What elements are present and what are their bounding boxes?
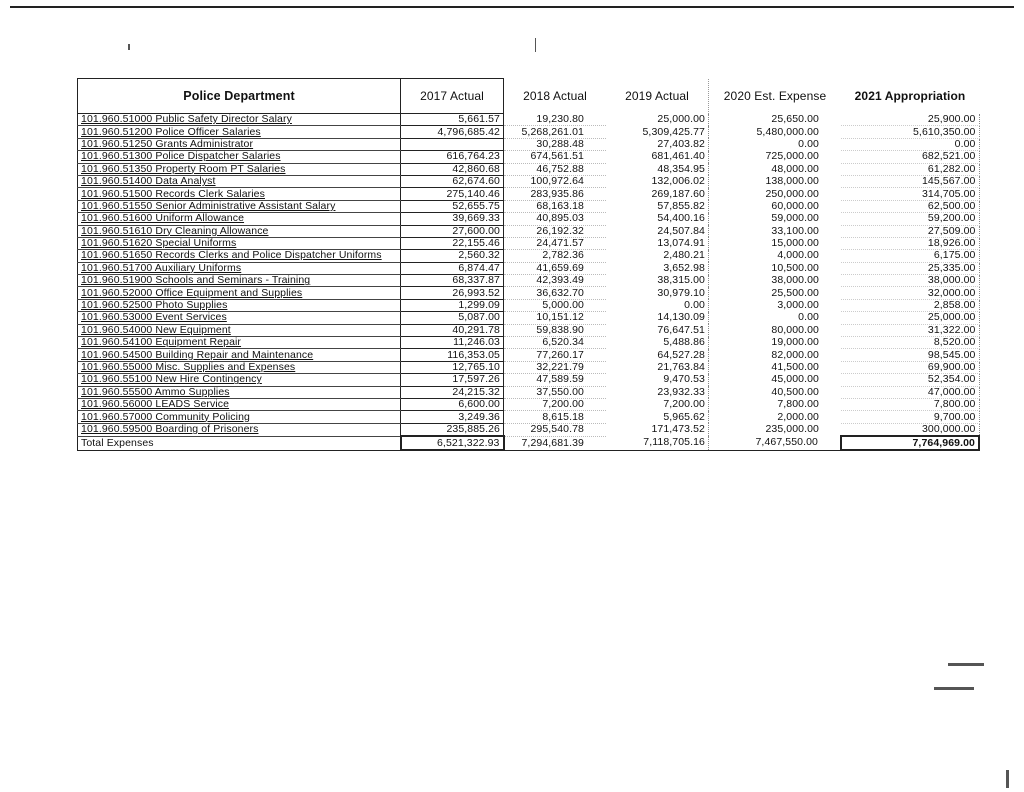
appropriation-2021-cell: 6,175.00 <box>841 250 979 262</box>
actual-2019-cell: 681,461.40 <box>606 151 709 163</box>
police-budget-table <box>77 78 980 451</box>
table-body <box>78 114 980 451</box>
header-2017-actual: 2017 Actual <box>401 79 504 114</box>
line-item-label: 101.960.51900 Schools and Seminars - Training <box>78 275 401 287</box>
est-2020-cell: 235,000.00 <box>765 423 819 436</box>
actual-2018-cell: 8,615.18 <box>504 411 607 423</box>
line-item-label: 101.960.57000 Community Policing <box>78 411 401 423</box>
actual-2018-cell: 674,561.51 <box>504 151 607 163</box>
appropriation-2021-cell: 25,900.00 <box>841 114 979 126</box>
est-2020-cell: 3,000.00 <box>777 299 819 312</box>
table-header-row <box>78 79 980 114</box>
table-row <box>78 398 980 410</box>
est-2020-cell: 19,000.00 <box>771 336 819 349</box>
actual-2019-cell: 0.00 <box>606 299 709 311</box>
actual-2019-cell: 132,006.02 <box>606 175 709 187</box>
actual-2017-cell: 6,874.47 <box>401 262 504 274</box>
est-2020-cell: 0.00 <box>798 311 819 324</box>
table-row <box>78 126 980 138</box>
line-item-label: 101.960.56000 LEADS Service <box>78 398 401 410</box>
actual-2018-cell: 2,782.36 <box>504 250 607 262</box>
actual-2017-cell: 616,764.23 <box>401 151 504 163</box>
actual-2019-cell: 13,074.91 <box>606 237 709 249</box>
actual-2019-cell: 269,187.60 <box>606 188 709 200</box>
actual-2019-cell: 5,488.86 <box>606 337 709 349</box>
actual-2018-cell: 46,752.88 <box>504 163 607 175</box>
actual-2018-cell: 59,838.90 <box>504 324 607 336</box>
line-item-label: 101.960.51350 Property Room PT Salaries <box>78 163 401 175</box>
appropriation-2021-cell: 9,700.00 <box>841 411 979 423</box>
est-2020-cell: 10,500.00 <box>771 261 819 274</box>
actual-2017-cell: 39,669.33 <box>401 213 504 225</box>
table-row <box>78 213 980 225</box>
line-item-label: 101.960.51250 Grants Administrator <box>78 138 401 150</box>
table-row <box>78 386 980 398</box>
line-item-label: 101.960.51200 Police Officer Salaries <box>78 126 401 138</box>
total-line-item-label: Total Expenses <box>78 436 401 450</box>
est-2020-cell: 4,000.00 <box>777 249 819 262</box>
actual-2019-cell: 30,979.10 <box>606 287 709 299</box>
line-item-label: 101.960.52000 Office Equipment and Supplies <box>78 287 401 299</box>
actual-2017-cell: 12,765.10 <box>401 361 504 373</box>
line-item-label: 101.960.51610 Dry Cleaning Allowance <box>78 225 401 237</box>
est-2020-cell: 41,500.00 <box>771 361 819 373</box>
appropriation-2021-cell: 61,282.00 <box>841 163 979 175</box>
est-2020-cell: 48,000.00 <box>771 162 819 175</box>
table-row <box>78 175 980 187</box>
actual-2019-cell: 171,473.52 <box>606 423 709 436</box>
appropriation-2021-cell: 18,926.00 <box>841 237 979 249</box>
actual-2017-cell: 6,600.00 <box>401 398 504 410</box>
est-2020-cell: 25,650.00 <box>771 113 819 126</box>
line-item-label: 101.960.51000 Public Safety Director Salary <box>78 114 401 126</box>
line-item-label: 101.960.51500 Records Clerk Salaries <box>78 188 401 200</box>
actual-2019-cell: 76,647.51 <box>606 324 709 336</box>
est-2020-cell: 59,000.00 <box>771 212 819 225</box>
line-item-label: 101.960.51300 Police Dispatcher Salaries <box>78 151 401 163</box>
actual-2019-cell: 54,400.16 <box>606 213 709 225</box>
line-item-label: 101.960.52500 Photo Supplies <box>78 299 401 311</box>
appropriation-2021-cell: 69,900.00 <box>841 361 979 373</box>
table-row <box>78 200 980 212</box>
table-row <box>78 349 980 361</box>
est-2020-cell: 38,000.00 <box>771 274 819 287</box>
appropriation-2021-cell: 25,335.00 <box>841 262 979 274</box>
actual-2017-cell: 22,155.46 <box>401 237 504 249</box>
scan-speck <box>1006 770 1009 788</box>
actual-2017-cell: 24,215.32 <box>401 386 504 398</box>
est-2020-cell: 15,000.00 <box>771 237 819 250</box>
actual-2017-cell: 62,674.60 <box>401 175 504 187</box>
actual-2019-cell: 25,000.00 <box>606 114 709 126</box>
appropriation-2021-cell: 52,354.00 <box>841 374 979 386</box>
est-2020-cell: 5,480,000.00 <box>756 125 819 138</box>
scan-speck <box>934 687 974 690</box>
est-2020-cell: 40,500.00 <box>771 385 819 398</box>
header-2021-appropriation: 2021 Appropriation <box>854 89 966 103</box>
actual-2017-cell <box>401 138 504 150</box>
total-row <box>78 436 980 450</box>
scan-speck <box>128 44 130 50</box>
actual-2019-cell: 64,527.28 <box>606 349 709 361</box>
actual-2019-cell: 3,652.98 <box>606 262 709 274</box>
line-item-label: 101.960.55500 Ammo Supplies <box>78 386 401 398</box>
actual-2019-cell: 21,763.84 <box>606 361 709 373</box>
line-item-label: 101.960.51700 Auxiliary Uniforms <box>78 262 401 274</box>
actual-2018-cell: 24,471.57 <box>504 237 607 249</box>
actual-2019-cell: 14,130.09 <box>606 312 709 324</box>
est-2020-cell: 2,000.00 <box>777 410 819 423</box>
actual-2018-cell: 37,550.00 <box>504 386 607 398</box>
actual-2017-cell: 42,860.68 <box>401 163 504 175</box>
actual-2017-cell: 27,600.00 <box>401 225 504 237</box>
actual-2018-cell: 6,520.34 <box>504 337 607 349</box>
actual-2019-cell: 48,354.95 <box>606 163 709 175</box>
table-row <box>78 275 980 287</box>
scan-speck <box>535 38 536 52</box>
actual-2017-cell: 2,560.32 <box>401 250 504 262</box>
est-2020-cell: 138,000.00 <box>765 175 819 188</box>
actual-2019-cell: 23,932.33 <box>606 386 709 398</box>
actual-2017-cell: 5,087.00 <box>401 312 504 324</box>
actual-2018-cell: 42,393.49 <box>504 275 607 287</box>
appropriation-2021-cell: 59,200.00 <box>841 213 979 225</box>
actual-2018-cell: 36,632.70 <box>504 287 607 299</box>
line-item-label: 101.960.59500 Boarding of Prisoners <box>78 423 401 436</box>
table-row <box>78 312 980 324</box>
total-actual-2017-cell: 6,521,322.93 <box>401 436 504 450</box>
table-row <box>78 411 980 423</box>
appropriation-2021-cell: 145,567.00 <box>841 175 979 187</box>
appropriation-2021-cell: 682,521.00 <box>841 151 979 163</box>
actual-2018-cell: 26,192.32 <box>504 225 607 237</box>
est-2020-cell: 33,100.00 <box>771 224 819 237</box>
header-2020-est-expense: 2020 Est. Expense <box>723 89 827 103</box>
actual-2018-cell: 77,260.17 <box>504 349 607 361</box>
actual-2017-cell: 235,885.26 <box>401 423 504 436</box>
actual-2017-cell: 116,353.05 <box>401 349 504 361</box>
actual-2017-cell: 5,661.57 <box>401 114 504 126</box>
table-row <box>78 138 980 150</box>
actual-2018-cell: 32,221.79 <box>504 361 607 373</box>
actual-2018-cell: 7,200.00 <box>504 398 607 410</box>
table-row <box>78 163 980 175</box>
actual-2017-cell: 26,993.52 <box>401 287 504 299</box>
line-item-label: 101.960.51650 Records Clerks and Police Dispatcher Uniforms <box>78 250 401 262</box>
actual-2018-cell: 40,895.03 <box>504 213 607 225</box>
total-appropriation-2021-cell: 7,764,969.00 <box>841 436 979 450</box>
actual-2018-cell: 5,000.00 <box>504 299 607 311</box>
appropriation-2021-cell: 7,800.00 <box>841 398 979 410</box>
table-row <box>78 188 980 200</box>
appropriation-2021-cell: 38,000.00 <box>841 275 979 287</box>
actual-2019-cell: 24,507.84 <box>606 225 709 237</box>
est-2020-cell: 80,000.00 <box>771 323 819 336</box>
actual-2017-cell: 3,249.36 <box>401 411 504 423</box>
appropriation-2021-cell: 47,000.00 <box>841 386 979 398</box>
actual-2017-cell: 11,246.03 <box>401 337 504 349</box>
line-item-label: 101.960.55000 Misc. Supplies and Expenses <box>78 361 401 373</box>
table-row <box>78 262 980 274</box>
actual-2018-cell: 295,540.78 <box>504 423 607 436</box>
actual-2018-cell: 47,589.59 <box>504 374 607 386</box>
line-item-label: 101.960.51620 Special Uniforms <box>78 237 401 249</box>
actual-2017-cell: 40,291.78 <box>401 324 504 336</box>
est-2020-cell: 7,800.00 <box>777 398 819 411</box>
table-row <box>78 361 980 373</box>
table-row <box>78 324 980 336</box>
actual-2017-cell: 52,655.75 <box>401 200 504 212</box>
actual-2018-cell: 5,268,261.01 <box>504 126 607 138</box>
appropriation-2021-cell: 32,000.00 <box>841 287 979 299</box>
line-item-label: 101.960.51600 Uniform Allowance <box>78 213 401 225</box>
actual-2019-cell: 5,965.62 <box>606 411 709 423</box>
est-2020-cell: 0.00 <box>798 137 819 150</box>
actual-2018-cell: 283,935.86 <box>504 188 607 200</box>
est-2020-cell: 45,000.00 <box>771 373 819 386</box>
actual-2019-cell: 38,315.00 <box>606 275 709 287</box>
total-actual-2018-cell: 7,294,681.39 <box>504 436 607 450</box>
table-row <box>78 225 980 237</box>
appropriation-2021-cell: 62,500.00 <box>841 200 979 212</box>
header-2019-actual: 2019 Actual <box>606 79 709 114</box>
header-2018-actual: 2018 Actual <box>523 89 587 103</box>
table-row <box>78 287 980 299</box>
appropriation-2021-cell: 300,000.00 <box>841 423 979 436</box>
est-2020-cell: 82,000.00 <box>771 348 819 361</box>
est-2020-cell: 250,000.00 <box>765 187 819 200</box>
actual-2019-cell: 9,470.53 <box>606 374 709 386</box>
actual-2017-cell: 17,597.26 <box>401 374 504 386</box>
est-2020-cell: 725,000.00 <box>765 150 819 163</box>
table-row <box>78 237 980 249</box>
line-item-label: 101.960.55100 New Hire Contingency <box>78 374 401 386</box>
actual-2018-cell: 30,288.48 <box>504 138 607 150</box>
est-2020-cell: 60,000.00 <box>771 199 819 212</box>
total-est-2020-cell: 7,467,550.00 <box>709 436 842 450</box>
appropriation-2021-cell: 98,545.00 <box>841 349 979 361</box>
actual-2019-cell: 7,200.00 <box>606 398 709 410</box>
line-item-label: 101.960.51400 Data Analyst <box>78 175 401 187</box>
page-top-rule <box>10 6 1014 8</box>
appropriation-2021-cell: 31,322.00 <box>841 324 979 336</box>
appropriation-2021-cell: 2,858.00 <box>841 299 979 311</box>
est-2020-cell: 25,500.00 <box>771 286 819 299</box>
actual-2019-cell: 5,309,425.77 <box>606 126 709 138</box>
appropriation-2021-cell: 0.00 <box>841 138 979 150</box>
actual-2017-cell: 275,140.46 <box>401 188 504 200</box>
actual-2019-cell: 57,855.82 <box>606 200 709 212</box>
line-item-label: 101.960.53000 Event Services <box>78 312 401 324</box>
actual-2018-cell: 19,230.80 <box>504 114 607 126</box>
total-actual-2019-cell: 7,118,705.16 <box>606 436 709 450</box>
appropriation-2021-cell: 5,610,350.00 <box>841 126 979 138</box>
appropriation-2021-cell: 314,705.00 <box>841 188 979 200</box>
actual-2018-cell: 100,972.64 <box>504 175 607 187</box>
actual-2017-cell: 1,299.09 <box>401 299 504 311</box>
actual-2017-cell: 68,337.87 <box>401 275 504 287</box>
actual-2019-cell: 27,403.82 <box>606 138 709 150</box>
table-row <box>78 151 980 163</box>
table-row <box>78 114 980 126</box>
table-row <box>78 374 980 386</box>
line-item-label: 101.960.54100 Equipment Repair <box>78 337 401 349</box>
appropriation-2021-cell: 25,000.00 <box>841 312 979 324</box>
table-row <box>78 250 980 262</box>
table-row <box>78 299 980 311</box>
appropriation-2021-cell: 27,509.00 <box>841 225 979 237</box>
line-item-label: 101.960.54500 Building Repair and Maintenance <box>78 349 401 361</box>
line-item-label: 101.960.54000 New Equipment <box>78 324 401 336</box>
line-item-label: 101.960.51550 Senior Administrative Assistant Salary <box>78 200 401 212</box>
actual-2019-cell: 2,480.21 <box>606 250 709 262</box>
table-row <box>78 337 980 349</box>
actual-2018-cell: 68,163.18 <box>504 200 607 212</box>
header-department: Police Department <box>78 79 401 114</box>
actual-2017-cell: 4,796,685.42 <box>401 126 504 138</box>
table-row <box>78 423 980 436</box>
appropriation-2021-cell: 8,520.00 <box>841 337 979 349</box>
scan-speck <box>948 663 984 666</box>
actual-2018-cell: 10,151.12 <box>504 312 607 324</box>
actual-2018-cell: 41,659.69 <box>504 262 607 274</box>
